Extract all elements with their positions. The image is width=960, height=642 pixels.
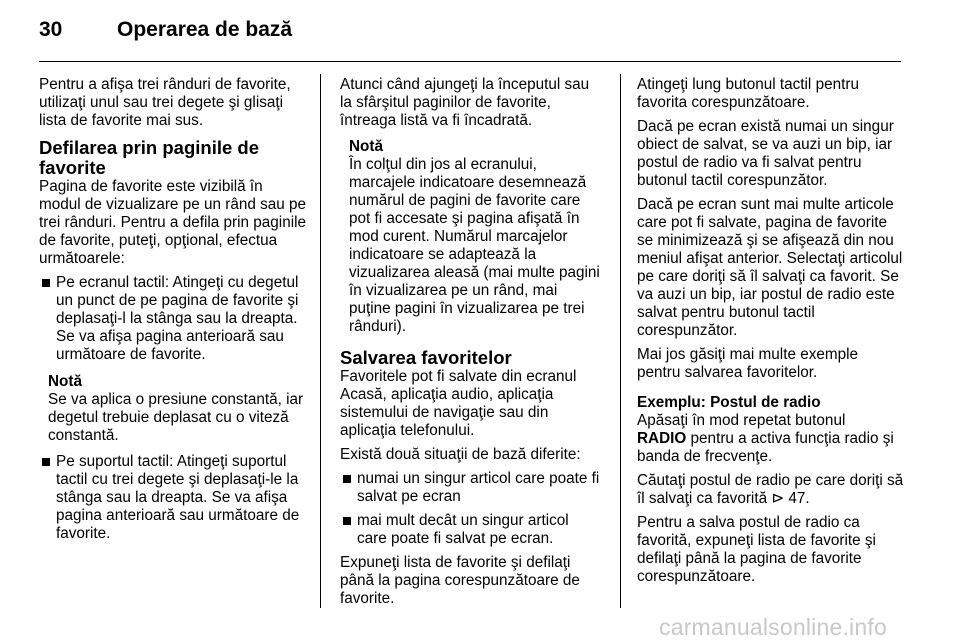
list-item-text: Pe ecranul tactil: Atingeţi cu degetul un punct de pe pagina de favorite şi deplasaţi-l la stânga sau la dreapta. Se va afişa pagina anterioară sau următoare de favorite. xyxy=(56,274,299,363)
note-text: Se va aplica o presiune constantă, iar degetul trebuie deplasat cu o viteză constantă. xyxy=(48,391,304,444)
list-item-text: mai mult decât un singur articol care poate fi salvat pe ecran. xyxy=(357,512,569,547)
paragraph xyxy=(637,412,905,466)
list-item-text: Pe suportul tactil: Atingeţi suportul tactil cu trei degete şi deplasaţi-le la stânga sau la dreapta. Se va afişa pagina anterioară sau următoare de favorite. xyxy=(56,453,300,542)
paragraph: Pentru a afişa trei rânduri de favorite, utilizaţi unul sau trei degete şi glisaţi lista de favorite mai sus. xyxy=(39,76,291,129)
bullet-icon xyxy=(343,517,351,525)
bullet-list xyxy=(39,453,307,543)
column-2 xyxy=(340,76,602,614)
list-item-text: numai un singur articol care poate fi salvat pe ecran xyxy=(357,470,600,505)
section-heading: Salvarea favoritelor xyxy=(340,347,512,368)
list-item xyxy=(39,453,307,543)
list-item xyxy=(340,512,602,548)
note-box xyxy=(48,373,307,445)
column-3 xyxy=(637,76,905,592)
paragraph: Mai jos găsiţi mai multe exemple pentru salvarea favoritelor. xyxy=(637,346,859,381)
radio-button-label: RADIO xyxy=(637,430,687,447)
paragraph: Favoritele pot fi salvate din ecranul Acasă, aplicaţia audio, aplicaţia sistemului de navigaţie sau din aplicaţia telefonului. xyxy=(340,368,577,439)
list-item xyxy=(340,470,602,506)
column-divider-1 xyxy=(320,74,321,608)
paragraph: Pagina de favorite este vizibilă în modul de vizualizare pe un rând sau pe trei rânduri. Pentru a defila prin paginile de favorite, puteţi, opţional, efectua următoarele: xyxy=(39,178,307,267)
paragraph: Expuneţi lista de favorite şi defilaţi până la pagina corespunzătoare de favorite. xyxy=(340,554,580,607)
note-title: Notă xyxy=(48,373,82,390)
text-span: Apăsaţi în mod repetat butonul xyxy=(637,412,846,429)
example-title: Exemplu: Postul de radio xyxy=(637,394,821,411)
text-span: pentru a activa funcţia radio şi banda de frecvenţe. xyxy=(637,430,894,465)
paragraph: Există două situaţii de bază diferite: xyxy=(340,446,581,463)
bullet-icon xyxy=(42,279,50,287)
bullet-list xyxy=(340,470,602,548)
column-divider-2 xyxy=(620,74,621,608)
watermark: carmanualsonline.info xyxy=(659,614,887,640)
paragraph: Atunci când ajungeţi la începutul sau la sfârşitul paginilor de favorite, întreaga listă va fi încadrată. xyxy=(340,76,590,129)
note-text: În colţul din jos al ecranului, marcajele indicatoare desemnează numărul de pagini de favorite care pot fi accesate şi pagina afişată în mod curent. Numărul marcajelor indicatoare se adaptează la vizualizarea aleasă (mai multe pagini în vizualizarea pe un rând, mai puţine pagini în vizualizarea pe trei rânduri). xyxy=(349,156,600,335)
bullet-icon xyxy=(42,458,50,466)
header-rule xyxy=(39,61,901,62)
section-heading: Defilarea prin paginile de favorite xyxy=(39,137,260,178)
paragraph: Atingeţi lung butonul tactil pentru favorita corespunzătoare. xyxy=(637,76,859,111)
paragraph: Dacă pe ecran există numai un singur obiect de salvat, se va auzi un bip, iar postul de radio va fi salvat pentru butonul tactil corespunzător. xyxy=(637,118,894,189)
column-1 xyxy=(39,76,307,549)
note-title: Notă xyxy=(349,138,383,155)
page-number: 30 xyxy=(39,18,63,41)
page-title: Operarea de bază xyxy=(117,18,293,41)
paragraph: Căutaţi postul de radio pe care doriţi să îl salvaţi ca favorită ⊳ 47. xyxy=(637,472,904,507)
note-box xyxy=(349,138,602,336)
bullet-list xyxy=(39,274,307,364)
paragraph: Pentru a salva postul de radio ca favorită, expuneţi lista de favorite şi defilaţi până la pagina de favorite corespunzătoare. xyxy=(637,514,876,585)
bullet-icon xyxy=(343,475,351,483)
list-item xyxy=(39,274,307,364)
paragraph: Dacă pe ecran sunt mai multe articole care pot fi salvate, pagina de favorite se minimizează şi se afişează din nou meniul afişat anterior. Selectaţi articolul pe care doriţi să îl salvaţi ca favorit. Se va auzi un bip, iar postul de radio este salvat pentru butonul tactil corespunzător. xyxy=(637,196,903,339)
